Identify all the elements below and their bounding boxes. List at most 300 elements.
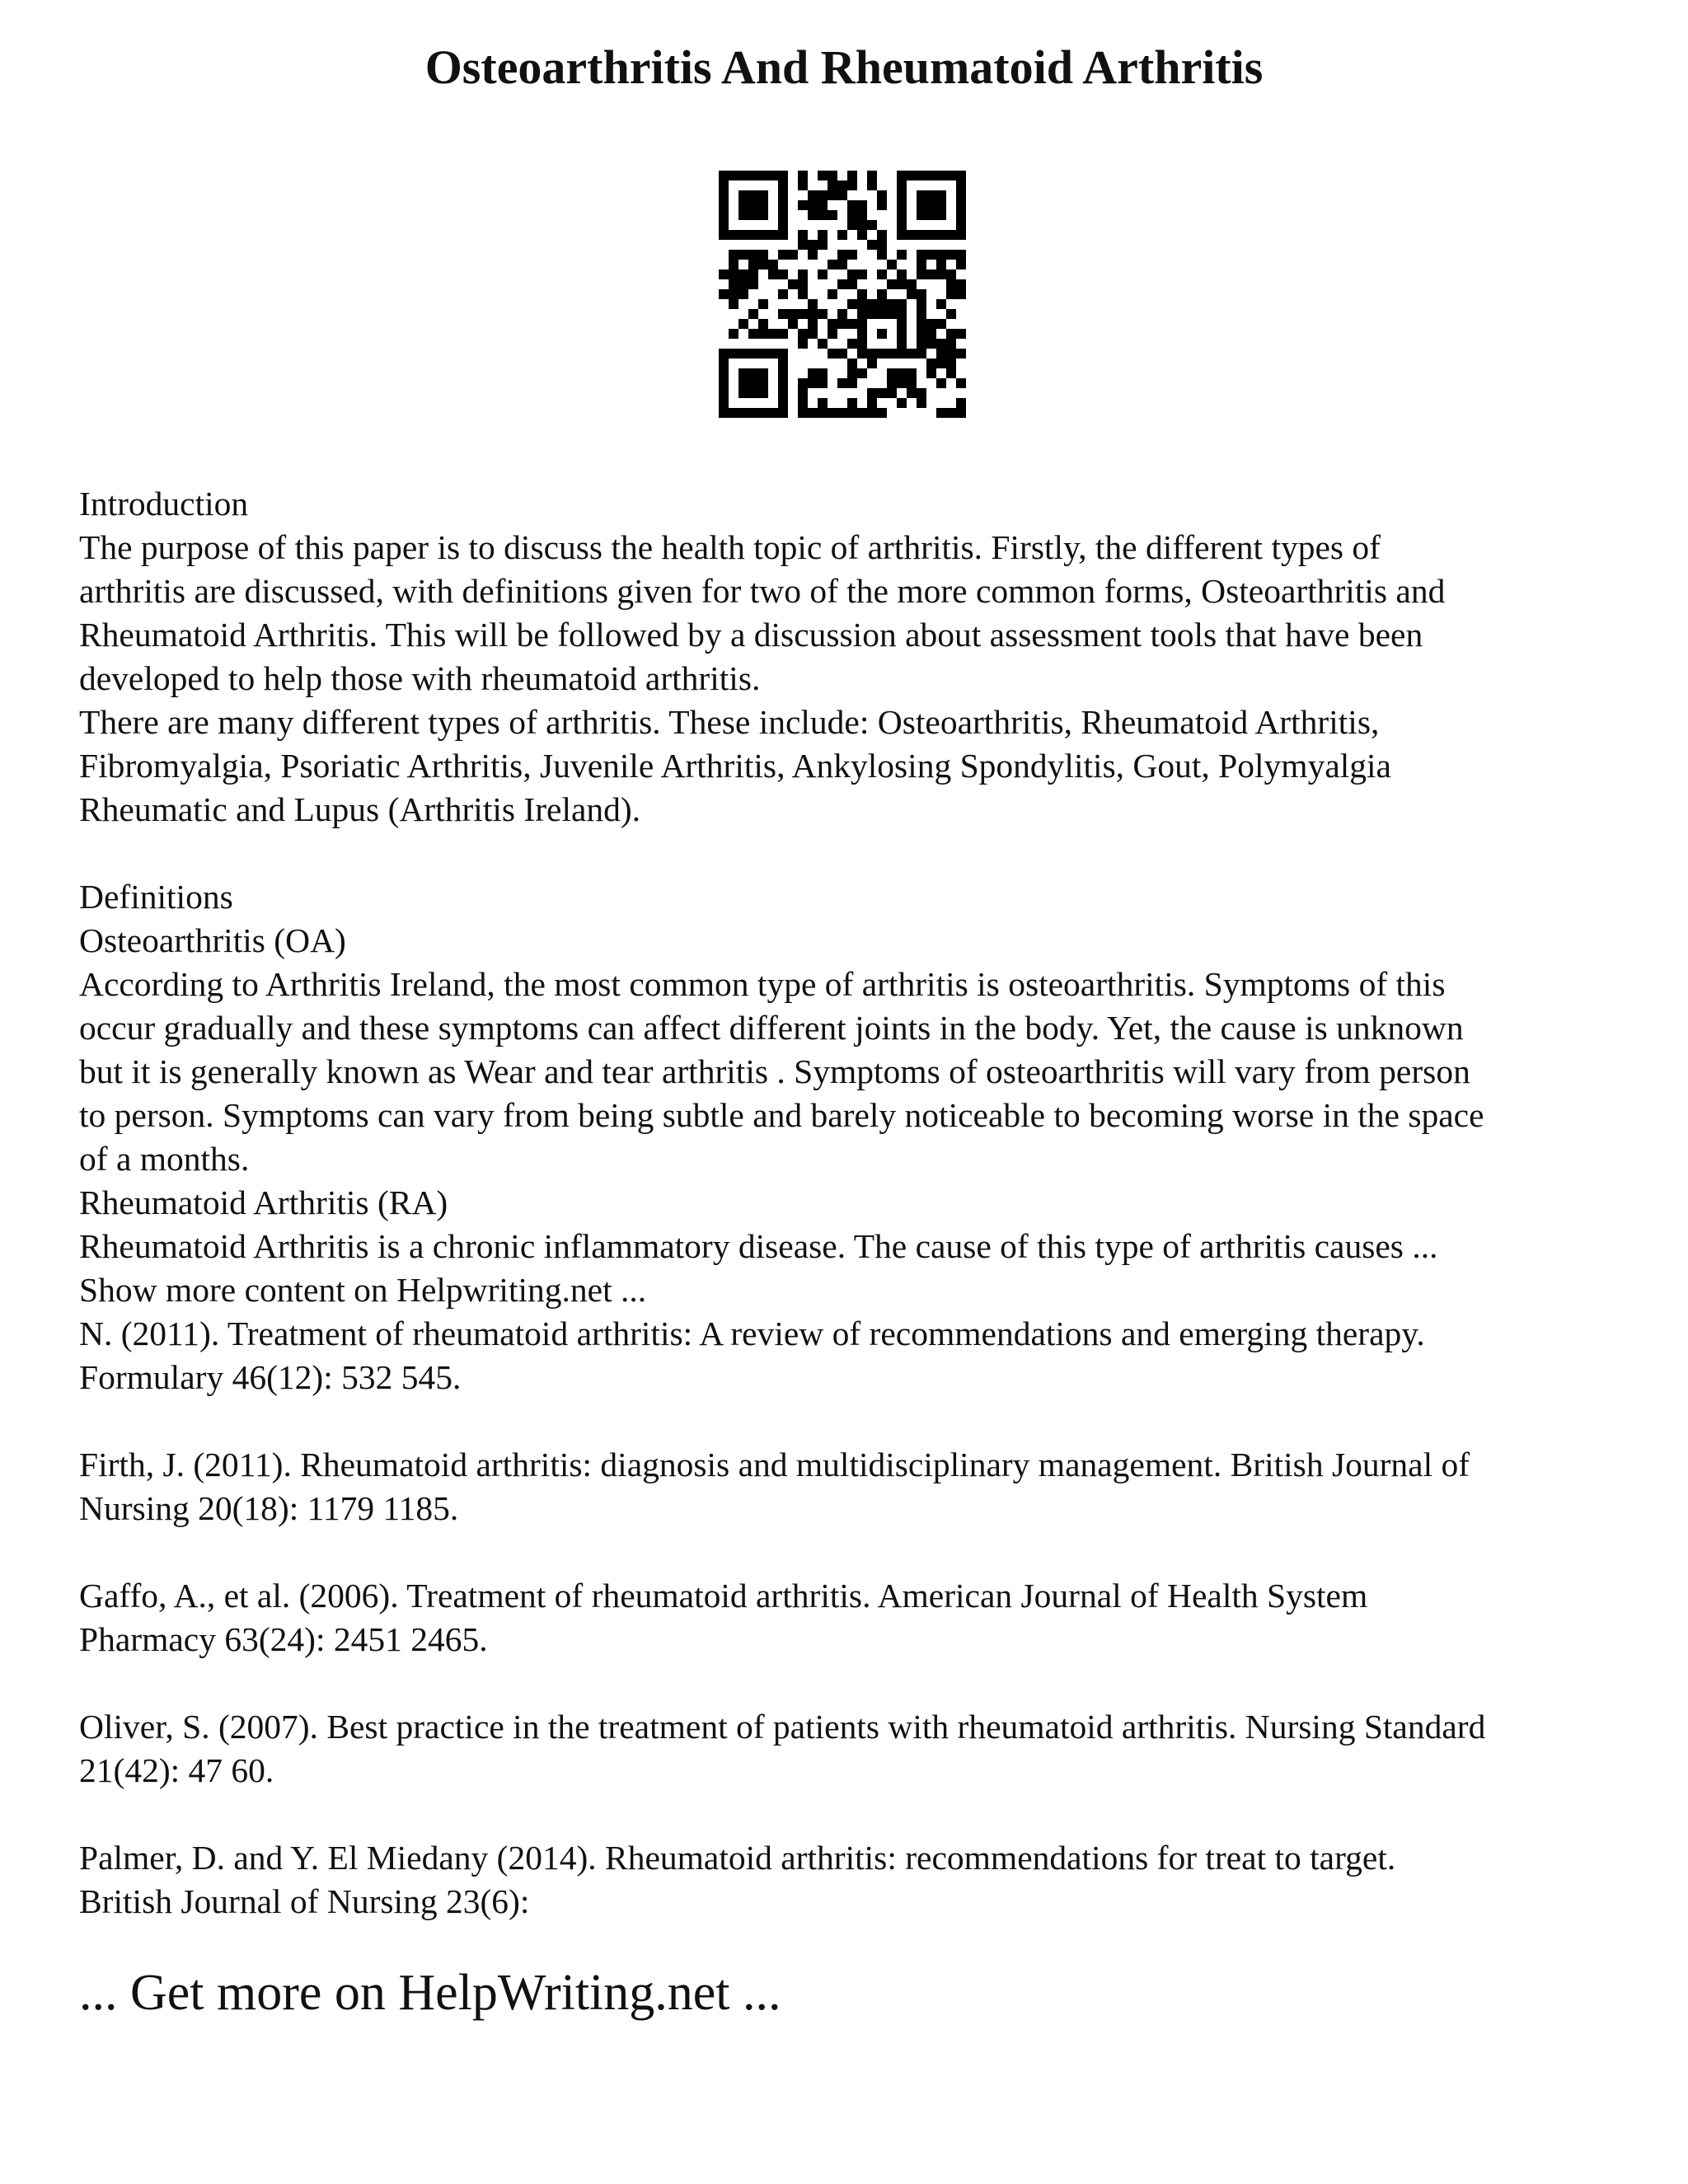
qr-module [798, 408, 808, 418]
qr-module [818, 378, 828, 388]
qr-module [719, 289, 729, 299]
qr-module [867, 299, 877, 309]
qr-module [729, 299, 738, 309]
qr-module [956, 230, 966, 240]
qr-module [768, 171, 778, 180]
intro-heading: Introduction [79, 485, 249, 523]
qr-module [847, 398, 857, 408]
qr-module [758, 299, 768, 309]
qr-module [857, 200, 867, 210]
qr-module [768, 269, 778, 279]
qr-module [887, 279, 897, 289]
qr-module [758, 378, 768, 388]
qr-module [719, 190, 729, 200]
qr-module [936, 230, 946, 240]
qr-module [778, 368, 788, 378]
qr-module [956, 408, 966, 418]
qr-module [778, 230, 788, 240]
qr-module [729, 329, 738, 339]
qr-module [877, 269, 887, 279]
qr-module [936, 299, 946, 309]
qr-module [808, 319, 818, 329]
qr-module [897, 171, 907, 180]
qr-module [729, 230, 738, 240]
oa-line: to person. Symptoms can vary from being subtle and barely noticeable to becoming worse in the space [79, 1096, 1484, 1134]
qr-module [847, 180, 857, 190]
qr-module [808, 368, 818, 378]
qr-module [956, 250, 966, 260]
qr-module [897, 210, 907, 220]
qr-module [857, 349, 867, 359]
reference-line: Formulary 46(12): 532 545. [79, 1358, 462, 1396]
qr-module [828, 190, 837, 200]
qr-module [936, 408, 946, 418]
qr-module [778, 329, 788, 339]
qr-module [828, 289, 837, 299]
qr-module [738, 230, 748, 240]
qr-module [837, 408, 847, 418]
qr-module [946, 230, 956, 240]
qr-module [748, 269, 758, 279]
qr-module [818, 368, 828, 378]
reference-line: N. (2011). Treatment of rheumatoid arthritis: A review of recommendations and emerging therapy. [79, 1315, 1425, 1352]
qr-module [837, 349, 847, 359]
oa-line: occur gradually and these symptoms can affect different joints in the body. Yet, the cause is unknown [79, 1009, 1464, 1047]
qr-module [936, 349, 946, 359]
qr-module [758, 319, 768, 329]
qr-module [897, 230, 907, 240]
qr-module [748, 329, 758, 339]
qr-module [956, 378, 966, 388]
qr-module [778, 200, 788, 210]
qr-module [887, 388, 897, 398]
qr-module [926, 269, 936, 279]
qr-module [946, 309, 956, 319]
qr-module [808, 200, 818, 210]
qr-module [926, 319, 936, 329]
qr-module [758, 329, 768, 339]
qr-module [907, 368, 917, 378]
qr-module [798, 171, 808, 180]
qr-module [887, 260, 897, 269]
qr-module [748, 171, 758, 180]
qr-module [778, 190, 788, 200]
qr-module [828, 408, 837, 418]
qr-module [926, 200, 936, 210]
qr-module [748, 349, 758, 359]
qr-module [917, 329, 926, 339]
qr-module [857, 299, 867, 309]
qr-module [857, 339, 867, 349]
qr-module [857, 329, 867, 339]
qr-module [956, 279, 966, 289]
qr-module [719, 230, 729, 240]
qr-module [926, 368, 936, 378]
qr-module [818, 398, 828, 408]
qr-module [798, 309, 808, 319]
qr-module [778, 398, 788, 408]
qr-module [719, 368, 729, 378]
qr-module [936, 339, 946, 349]
qr-module [818, 230, 828, 240]
qr-module [847, 200, 857, 210]
qr-module [837, 378, 847, 388]
qr-module [808, 250, 818, 260]
qr-module [917, 299, 926, 309]
qr-module [946, 329, 956, 339]
qr-module [917, 319, 926, 329]
qr-module [857, 210, 867, 220]
qr-module [847, 279, 857, 289]
qr-module [738, 269, 748, 279]
qr-module [828, 210, 837, 220]
qr-module [847, 359, 857, 368]
qr-module [897, 299, 907, 309]
qr-module [729, 269, 738, 279]
qr-module [798, 378, 808, 388]
qr-module [917, 200, 926, 210]
qr-module [867, 180, 877, 190]
qr-module [917, 289, 926, 299]
qr-module [738, 388, 748, 398]
qr-module [788, 279, 798, 289]
qr-module [748, 279, 758, 289]
qr-module [798, 329, 808, 339]
qr-module [907, 378, 917, 388]
reference-line: 21(42): 47 60. [79, 1751, 274, 1789]
qr-module [857, 220, 867, 230]
qr-module [818, 339, 828, 349]
definitions-heading: Definitions [79, 878, 233, 916]
qr-module [857, 368, 867, 378]
qr-module [758, 171, 768, 180]
qr-module [798, 388, 808, 398]
qr-module [719, 398, 729, 408]
qr-module [936, 250, 946, 260]
qr-module [788, 250, 798, 260]
qr-module [729, 408, 738, 418]
qr-module [917, 339, 926, 349]
qr-module [818, 171, 828, 180]
qr-module [778, 210, 788, 220]
qr-module [837, 319, 847, 329]
reference-line: Oliver, S. (2007). Best practice in the treatment of patients with rheumatoid arthritis. Nursing Standard [79, 1708, 1486, 1746]
qr-module [738, 349, 748, 359]
qr-module [847, 299, 857, 309]
show-more-link[interactable]: Show more content on Helpwriting.net ... [79, 1271, 647, 1309]
reference-line: Gaffo, A., et al. (2006). Treatment of rheumatoid arthritis. American Journal of Health System [79, 1577, 1368, 1615]
paragraph-gap [79, 1530, 1629, 1574]
qr-module [956, 220, 966, 230]
qr-module [926, 210, 936, 220]
qr-module [748, 250, 758, 260]
qr-module [758, 210, 768, 220]
qr-module [837, 230, 847, 240]
qr-module [729, 260, 738, 269]
qr-module [808, 408, 818, 418]
qr-module [748, 368, 758, 378]
qr-module [877, 349, 887, 359]
qr-code-icon [719, 171, 966, 418]
ra-line: Rheumatoid Arthritis is a chronic inflammatory disease. The cause of this type of arthritis causes ... [79, 1227, 1438, 1265]
qr-module [936, 269, 946, 279]
reference-line: Pharmacy 63(24): 2451 2465. [79, 1620, 488, 1658]
qr-module [818, 190, 828, 200]
qr-module [917, 349, 926, 359]
qr-module [847, 378, 857, 388]
qr-module [877, 408, 887, 418]
qr-module [897, 200, 907, 210]
qr-module [956, 180, 966, 190]
qr-module [788, 309, 798, 319]
qr-module [887, 349, 897, 359]
qr-module [738, 408, 748, 418]
qr-module [768, 329, 778, 339]
qr-module [778, 349, 788, 359]
qr-module [758, 250, 768, 260]
qr-module [808, 190, 818, 200]
qr-module [778, 359, 788, 368]
qr-module [748, 260, 758, 269]
qr-module [917, 190, 926, 200]
qr-module [778, 250, 788, 260]
qr-module [778, 220, 788, 230]
qr-module [778, 378, 788, 388]
qr-module [877, 309, 887, 319]
qr-module [738, 378, 748, 388]
qr-module [738, 190, 748, 200]
qr-module [946, 269, 956, 279]
qr-module [738, 200, 748, 210]
qr-module [867, 309, 877, 319]
qr-module [877, 250, 887, 260]
intro-line: Rheumatoid Arthritis. This will be followed by a discussion about assessment tools that have been [79, 616, 1423, 654]
qr-module [738, 250, 748, 260]
qr-module [936, 200, 946, 210]
qr-module [917, 171, 926, 180]
qr-module [719, 180, 729, 190]
qr-module [867, 398, 877, 408]
qr-module [946, 408, 956, 418]
qr-module [946, 339, 956, 349]
qr-module [748, 200, 758, 210]
qr-module [798, 398, 808, 408]
qr-module [828, 329, 837, 339]
qr-module [768, 230, 778, 240]
intro-line: The purpose of this paper is to discuss the health topic of arthritis. Firstly, the different types of [79, 528, 1381, 566]
qr-module [946, 349, 956, 359]
qr-module [887, 299, 897, 309]
qr-module [917, 210, 926, 220]
qr-module [917, 230, 926, 240]
qr-module [847, 220, 857, 230]
qr-module [738, 210, 748, 220]
qr-module [729, 250, 738, 260]
qr-module [778, 309, 788, 319]
qr-module [907, 349, 917, 359]
qr-module [837, 309, 847, 319]
qr-module [877, 289, 887, 299]
qr-module [847, 368, 857, 378]
qr-module [936, 359, 946, 368]
qr-module [808, 329, 818, 339]
qr-module [758, 200, 768, 210]
qr-module [926, 339, 936, 349]
qr-module [798, 180, 808, 190]
oa-line: of a months. [79, 1140, 250, 1178]
qr-module [867, 359, 877, 368]
qr-module [956, 200, 966, 210]
qr-module [847, 408, 857, 418]
qr-module [778, 408, 788, 418]
qr-module [798, 289, 808, 299]
qr-module [936, 378, 946, 388]
qr-module [818, 240, 828, 250]
qr-module [897, 190, 907, 200]
qr-module [936, 319, 946, 329]
qr-module [956, 289, 966, 299]
qr-module [857, 289, 867, 299]
qr-module [956, 349, 966, 359]
qr-module [956, 210, 966, 220]
qr-module [719, 220, 729, 230]
qr-module [798, 200, 808, 210]
qr-module [926, 329, 936, 339]
qr-module [758, 260, 768, 269]
reference-line: Palmer, D. and Y. El Miedany (2014). Rheumatoid arthritis: recommendations for treat to target. [79, 1839, 1396, 1877]
qr-module [738, 171, 748, 180]
qr-module [867, 408, 877, 418]
qr-module [768, 408, 778, 418]
qr-module [926, 359, 936, 368]
qr-module [738, 319, 748, 329]
qr-module [719, 388, 729, 398]
qr-module [897, 368, 907, 378]
intro-line: arthritis are discussed, with definitions given for two of the more common forms, Osteoarthritis and [79, 572, 1446, 610]
qr-module [926, 230, 936, 240]
qr-module [729, 349, 738, 359]
qr-module [867, 171, 877, 180]
qr-module [897, 349, 907, 359]
qr-module [758, 190, 768, 200]
reference-line: Nursing 20(18): 1179 1185. [79, 1489, 459, 1527]
qr-module [857, 309, 867, 319]
qr-module [808, 299, 818, 309]
qr-module [956, 171, 966, 180]
qr-module [946, 289, 956, 299]
ra-heading: Rheumatoid Arthritis (RA) [79, 1183, 448, 1221]
qr-module [837, 190, 847, 200]
qr-module [778, 171, 788, 180]
qr-module [926, 250, 936, 260]
qr-module [748, 408, 758, 418]
qr-module [867, 388, 877, 398]
qr-module [818, 309, 828, 319]
qr-module [897, 329, 907, 339]
document-title: Osteoarthritis And Rheumatoid Arthritis [424, 40, 1264, 94]
reference-line: British Journal of Nursing 23(6): [79, 1882, 530, 1920]
paragraph-gap [79, 1661, 1629, 1705]
qr-module [719, 349, 729, 359]
qr-module [946, 250, 956, 260]
qr-module [719, 269, 729, 279]
qr-module [808, 210, 818, 220]
qr-module [818, 200, 828, 210]
oa-line: According to Arthritis Ireland, the most common type of arthritis is osteoarthritis. Symptoms of this [79, 965, 1446, 1003]
qr-module [758, 388, 768, 398]
qr-module [798, 279, 808, 289]
qr-module [907, 279, 917, 289]
qr-module [887, 309, 897, 319]
qr-module [907, 289, 917, 299]
qr-module [748, 388, 758, 398]
qr-module [748, 190, 758, 200]
qr-module [738, 279, 748, 289]
qr-module [748, 210, 758, 220]
qr-module [778, 289, 788, 299]
qr-module [719, 359, 729, 368]
qr-module [837, 250, 847, 260]
qr-module [719, 200, 729, 210]
get-more-link[interactable]: ... Get more on HelpWriting.net ... [79, 1965, 781, 2021]
qr-module [847, 171, 857, 180]
qr-module [828, 349, 837, 359]
oa-heading: Osteoarthritis (OA) [79, 921, 346, 959]
qr-module [897, 398, 907, 408]
qr-module [897, 378, 907, 388]
qr-module [897, 319, 907, 329]
qr-module [828, 171, 837, 180]
qr-module [768, 349, 778, 359]
intro-line: developed to help those with rheumatoid arthritis. [79, 659, 761, 697]
qr-module [847, 210, 857, 220]
qr-module [719, 378, 729, 388]
qr-module [778, 180, 788, 190]
qr-module [798, 240, 808, 250]
qr-module [798, 230, 808, 240]
qr-module [857, 319, 867, 329]
qr-module [897, 220, 907, 230]
qr-module [857, 269, 867, 279]
qr-module [867, 349, 877, 359]
qr-module [828, 180, 837, 190]
qr-module [719, 210, 729, 220]
qr-module [917, 388, 926, 398]
qr-module [867, 240, 877, 250]
qr-module [877, 240, 887, 250]
qr-module [877, 190, 887, 200]
qr-module [818, 210, 828, 220]
qr-module [907, 388, 917, 398]
qr-module [887, 378, 897, 388]
reference-line: Firth, J. (2011). Rheumatoid arthritis: diagnosis and multidisciplinary management. British Journal of [79, 1446, 1470, 1483]
document-body [79, 482, 1629, 1924]
paragraph-gap [79, 832, 1629, 875]
qr-module [828, 260, 837, 269]
qr-module [917, 309, 926, 319]
qr-module [758, 408, 768, 418]
qr-module [748, 378, 758, 388]
qr-module [738, 289, 748, 299]
qr-module [818, 269, 828, 279]
qr-module [936, 260, 946, 269]
qr-module [847, 250, 857, 260]
qr-module [897, 339, 907, 349]
qr-module [758, 230, 768, 240]
qr-module [729, 171, 738, 180]
qr-module [907, 171, 917, 180]
qr-module [867, 220, 877, 230]
